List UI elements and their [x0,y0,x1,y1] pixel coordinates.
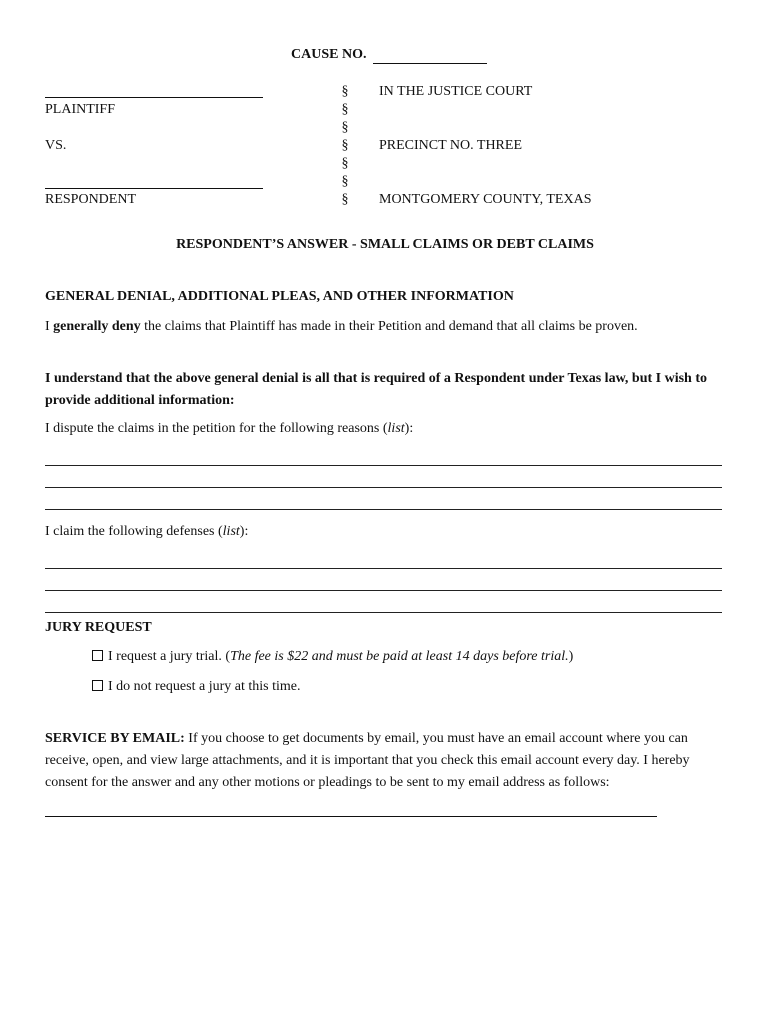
section-mark: § [341,156,349,171]
section-mark: § [341,192,349,207]
jury-request-checkbox[interactable] [92,650,103,661]
precinct: PRECINCT NO. THREE [379,138,522,153]
document-title: RESPONDENT’S ANSWER - SMALL CLAIMS OR DEBT CLAIMS [176,237,594,252]
jury-option-request[interactable] [92,649,573,665]
generally-deny-text: generally deny [53,319,141,334]
respondent-name-line[interactable] [45,188,263,189]
dispute-suffix: ): [404,421,414,436]
dispute-reason-line[interactable] [45,487,722,488]
plaintiff-name-line[interactable] [45,97,263,98]
jury-option1-prefix: I request a jury trial. ( [108,649,231,664]
jury-option1-suffix: ) [568,649,574,664]
defense-line[interactable] [45,612,722,613]
defenses-list-italic: list [222,524,240,539]
general-denial-heading: GENERAL DENIAL, ADDITIONAL PLEAS, AND OTHER INFORMATION [45,289,514,304]
versus-label: VS. [45,138,67,153]
para-prefix: I [45,319,54,334]
cause-number [291,47,487,64]
dispute-reason-line[interactable] [45,509,722,510]
defenses-suffix: ): [239,524,249,539]
section-mark: § [341,102,349,117]
service-by-email-label: SERVICE BY EMAIL: [45,731,185,746]
court-name: IN THE JUSTICE COURT [379,84,533,99]
dispute-prompt [45,421,413,437]
jury-option2-label: I do not request a jury at this time. [108,679,301,694]
county: MONTGOMERY COUNTY, TEXAS [379,192,592,207]
no-jury-checkbox[interactable] [92,680,103,691]
section-mark: § [341,174,349,189]
defense-line[interactable] [45,568,722,569]
defenses-prefix: I claim the following defenses ( [45,524,223,539]
section-mark: § [341,138,349,153]
defenses-prompt [45,524,248,540]
dispute-prefix: I dispute the claims in the petition for the following reasons ( [45,421,388,436]
dispute-list-italic: list [387,421,405,436]
section-mark: § [341,120,349,135]
email-address-blank[interactable] [45,794,657,817]
jury-option-decline[interactable] [92,679,300,695]
dispute-reason-line[interactable] [45,465,722,466]
jury-fee-note: The fee is $22 and must be paid at least 14 days before trial. [230,649,569,664]
service-by-email-paragraph [45,728,729,817]
general-denial-paragraph [45,316,727,338]
cause-number-label: CAUSE NO. [291,47,367,62]
jury-request-heading: JURY REQUEST [45,620,152,635]
para-rest: the claims that Plaintiff has made in their Petition and demand that all claims be proven. [140,319,638,334]
cause-number-blank[interactable] [373,47,487,64]
understand-statement: I understand that the above general denial is all that is required of a Respondent under Texas law, but I wish to provide additional information: [45,371,707,408]
respondent-label: RESPONDENT [45,192,137,207]
service-by-email-text: If you choose to get documents by email, you must have an email account where you can receive, open, and view large attachments, and it is important that you check this email account every day. I hereby consent for the answer and any other motions or pleadings to be sent to my email address as follows: [45,731,690,790]
section-mark: § [341,84,349,99]
defense-line[interactable] [45,590,722,591]
plaintiff-label: PLAINTIFF [45,102,116,117]
